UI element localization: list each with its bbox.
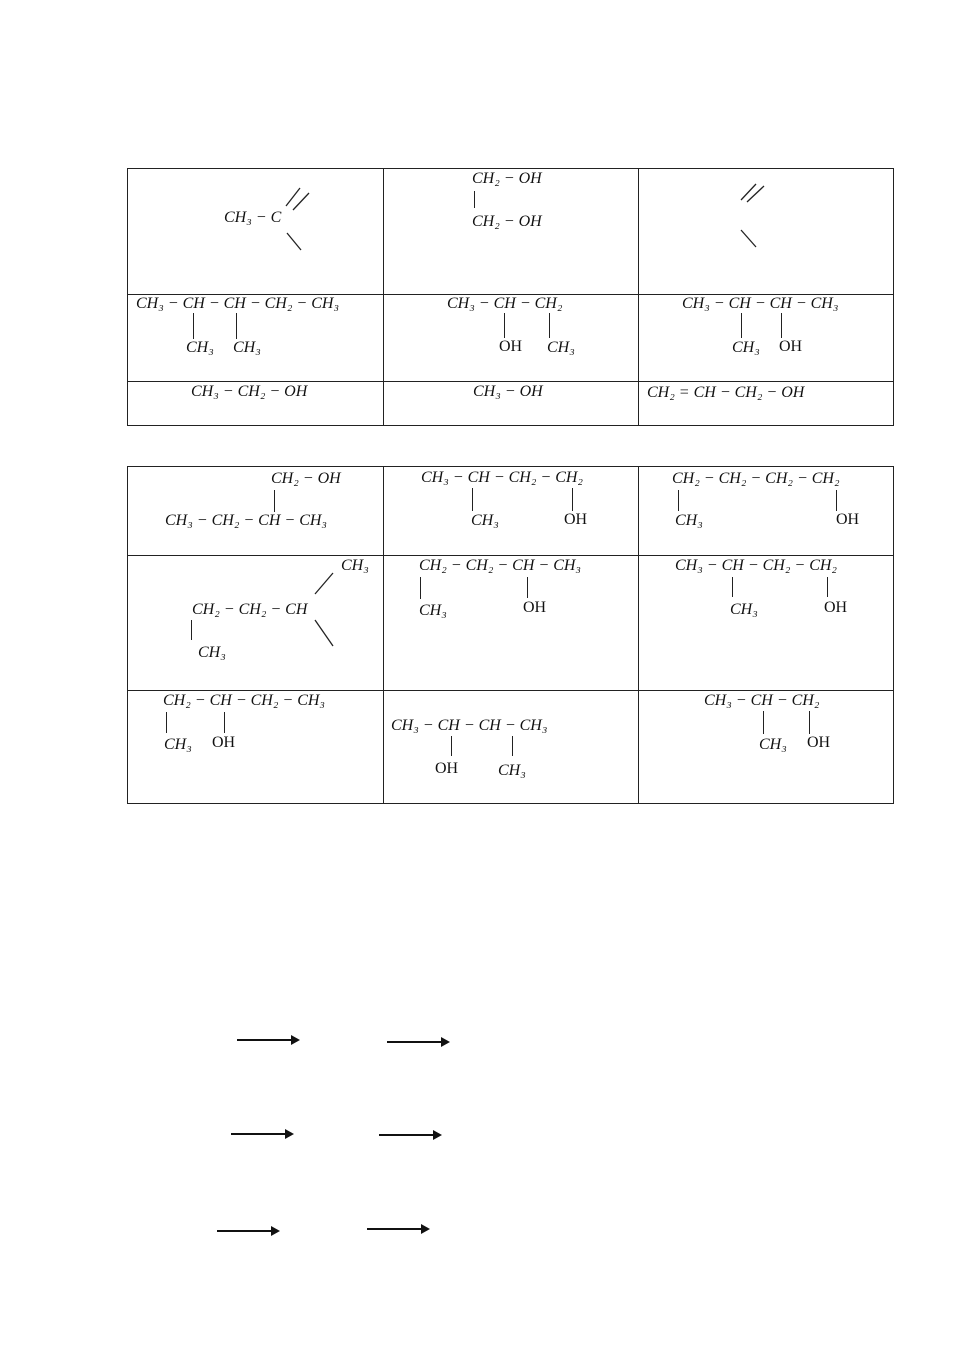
bond-line [781, 313, 782, 338]
bond-line [224, 712, 225, 733]
formula-text: CH₃ − OH [473, 383, 543, 400]
formula-text: CH₃ − CH − CH − CH₂ − CH₃ [136, 295, 340, 312]
formula-text: CH₃ [419, 602, 447, 619]
formula-text: CH₃ [732, 339, 760, 356]
formula-text: CH₃ − CH₂ − OH [191, 383, 308, 400]
bond-line [572, 488, 573, 511]
formula-text: OH [212, 734, 236, 751]
t2-cell-r3c2 [383, 690, 639, 804]
formula-text: CH₂ − CH₂ − CH − CH₃ [419, 557, 581, 574]
formula-text: CH₂ − OH [472, 170, 542, 187]
bond-line [193, 313, 194, 339]
formula-text: CH₃ [471, 512, 499, 529]
formula-text: CH₃ − CH − CH₂ − CH₂ [421, 469, 583, 486]
arrow-icon [387, 1041, 448, 1043]
t2-cell-r2c1 [127, 555, 384, 691]
formula-text: CH₃ [547, 339, 575, 356]
bond-line [809, 711, 810, 734]
formula-text: CH₃ [233, 339, 261, 356]
bond-line [827, 577, 828, 597]
arrow-icon [237, 1039, 298, 1041]
formula-text: CH₂ − OH [472, 213, 542, 230]
formula-text: CH₃ [675, 512, 703, 529]
formula-text: CH₃ [186, 339, 214, 356]
formula-text: CH₃ − CH − CH₂ [447, 295, 563, 312]
arrow-icon [231, 1133, 292, 1135]
bond-line [504, 313, 505, 338]
arrow-icon [367, 1228, 428, 1230]
formula-text: CH₃ [341, 557, 369, 574]
formula-text: CH₂ − CH₂ − CH₂ − CH₂ [672, 470, 840, 487]
formula-text: OH [523, 599, 547, 616]
bond-line [763, 711, 764, 734]
formula-text: OH [807, 734, 831, 751]
formula-text: CH₃ [164, 736, 192, 753]
bond-line [741, 313, 742, 338]
formula-text: CH₃ [498, 762, 526, 779]
formula-text: CH₃ − C [224, 209, 282, 226]
bond-line [420, 577, 421, 599]
bond-line [474, 191, 475, 208]
formula-text: CH₂ = CH − CH₂ − OH [647, 384, 805, 401]
formula-text: CH₃ − CH₂ − CH − CH₃ [165, 512, 327, 529]
bond-line [678, 490, 679, 511]
bond-line [451, 736, 452, 756]
formula-text: OH [836, 511, 860, 528]
formula-text: OH [779, 338, 803, 355]
formula-text: OH [564, 511, 588, 528]
bond-line [549, 313, 550, 338]
bond-line [527, 577, 528, 598]
formula-text: CH₃ − CH − CH₂ [704, 692, 820, 709]
bond-line [836, 490, 837, 511]
bond-line [191, 620, 192, 640]
bond-line [274, 490, 275, 512]
t2-cell-r1c1 [127, 466, 384, 556]
bond-line [236, 313, 237, 339]
formula-text: CH₃ [759, 736, 787, 753]
bond-line [166, 712, 167, 733]
formula-text: OH [824, 599, 848, 616]
formula-text: CH₃ − CH − CH − CH₃ [682, 295, 839, 312]
formula-text: CH₂ − CH₂ − CH [192, 601, 308, 618]
bond-line [732, 577, 733, 597]
t2-cell-r2c2 [383, 555, 639, 691]
t2-cell-r2c3 [638, 555, 894, 691]
formula-text: CH₃ − CH − CH₂ − CH₂ [675, 557, 837, 574]
formula-text: OH [435, 760, 459, 777]
formula-text: CH₂ − OH [271, 470, 341, 487]
formula-text: CH₂ − CH − CH₂ − CH₃ [163, 692, 325, 709]
formula-text: OH [499, 338, 523, 355]
formula-text: CH₃ [198, 644, 226, 661]
formula-text: CH₃ [730, 601, 758, 618]
formula-text: CH₃ − CH − CH − CH₃ [391, 717, 548, 734]
arrow-icon [379, 1134, 440, 1136]
bond-line [512, 736, 513, 756]
bond-line [472, 488, 473, 511]
arrow-icon [217, 1230, 278, 1232]
